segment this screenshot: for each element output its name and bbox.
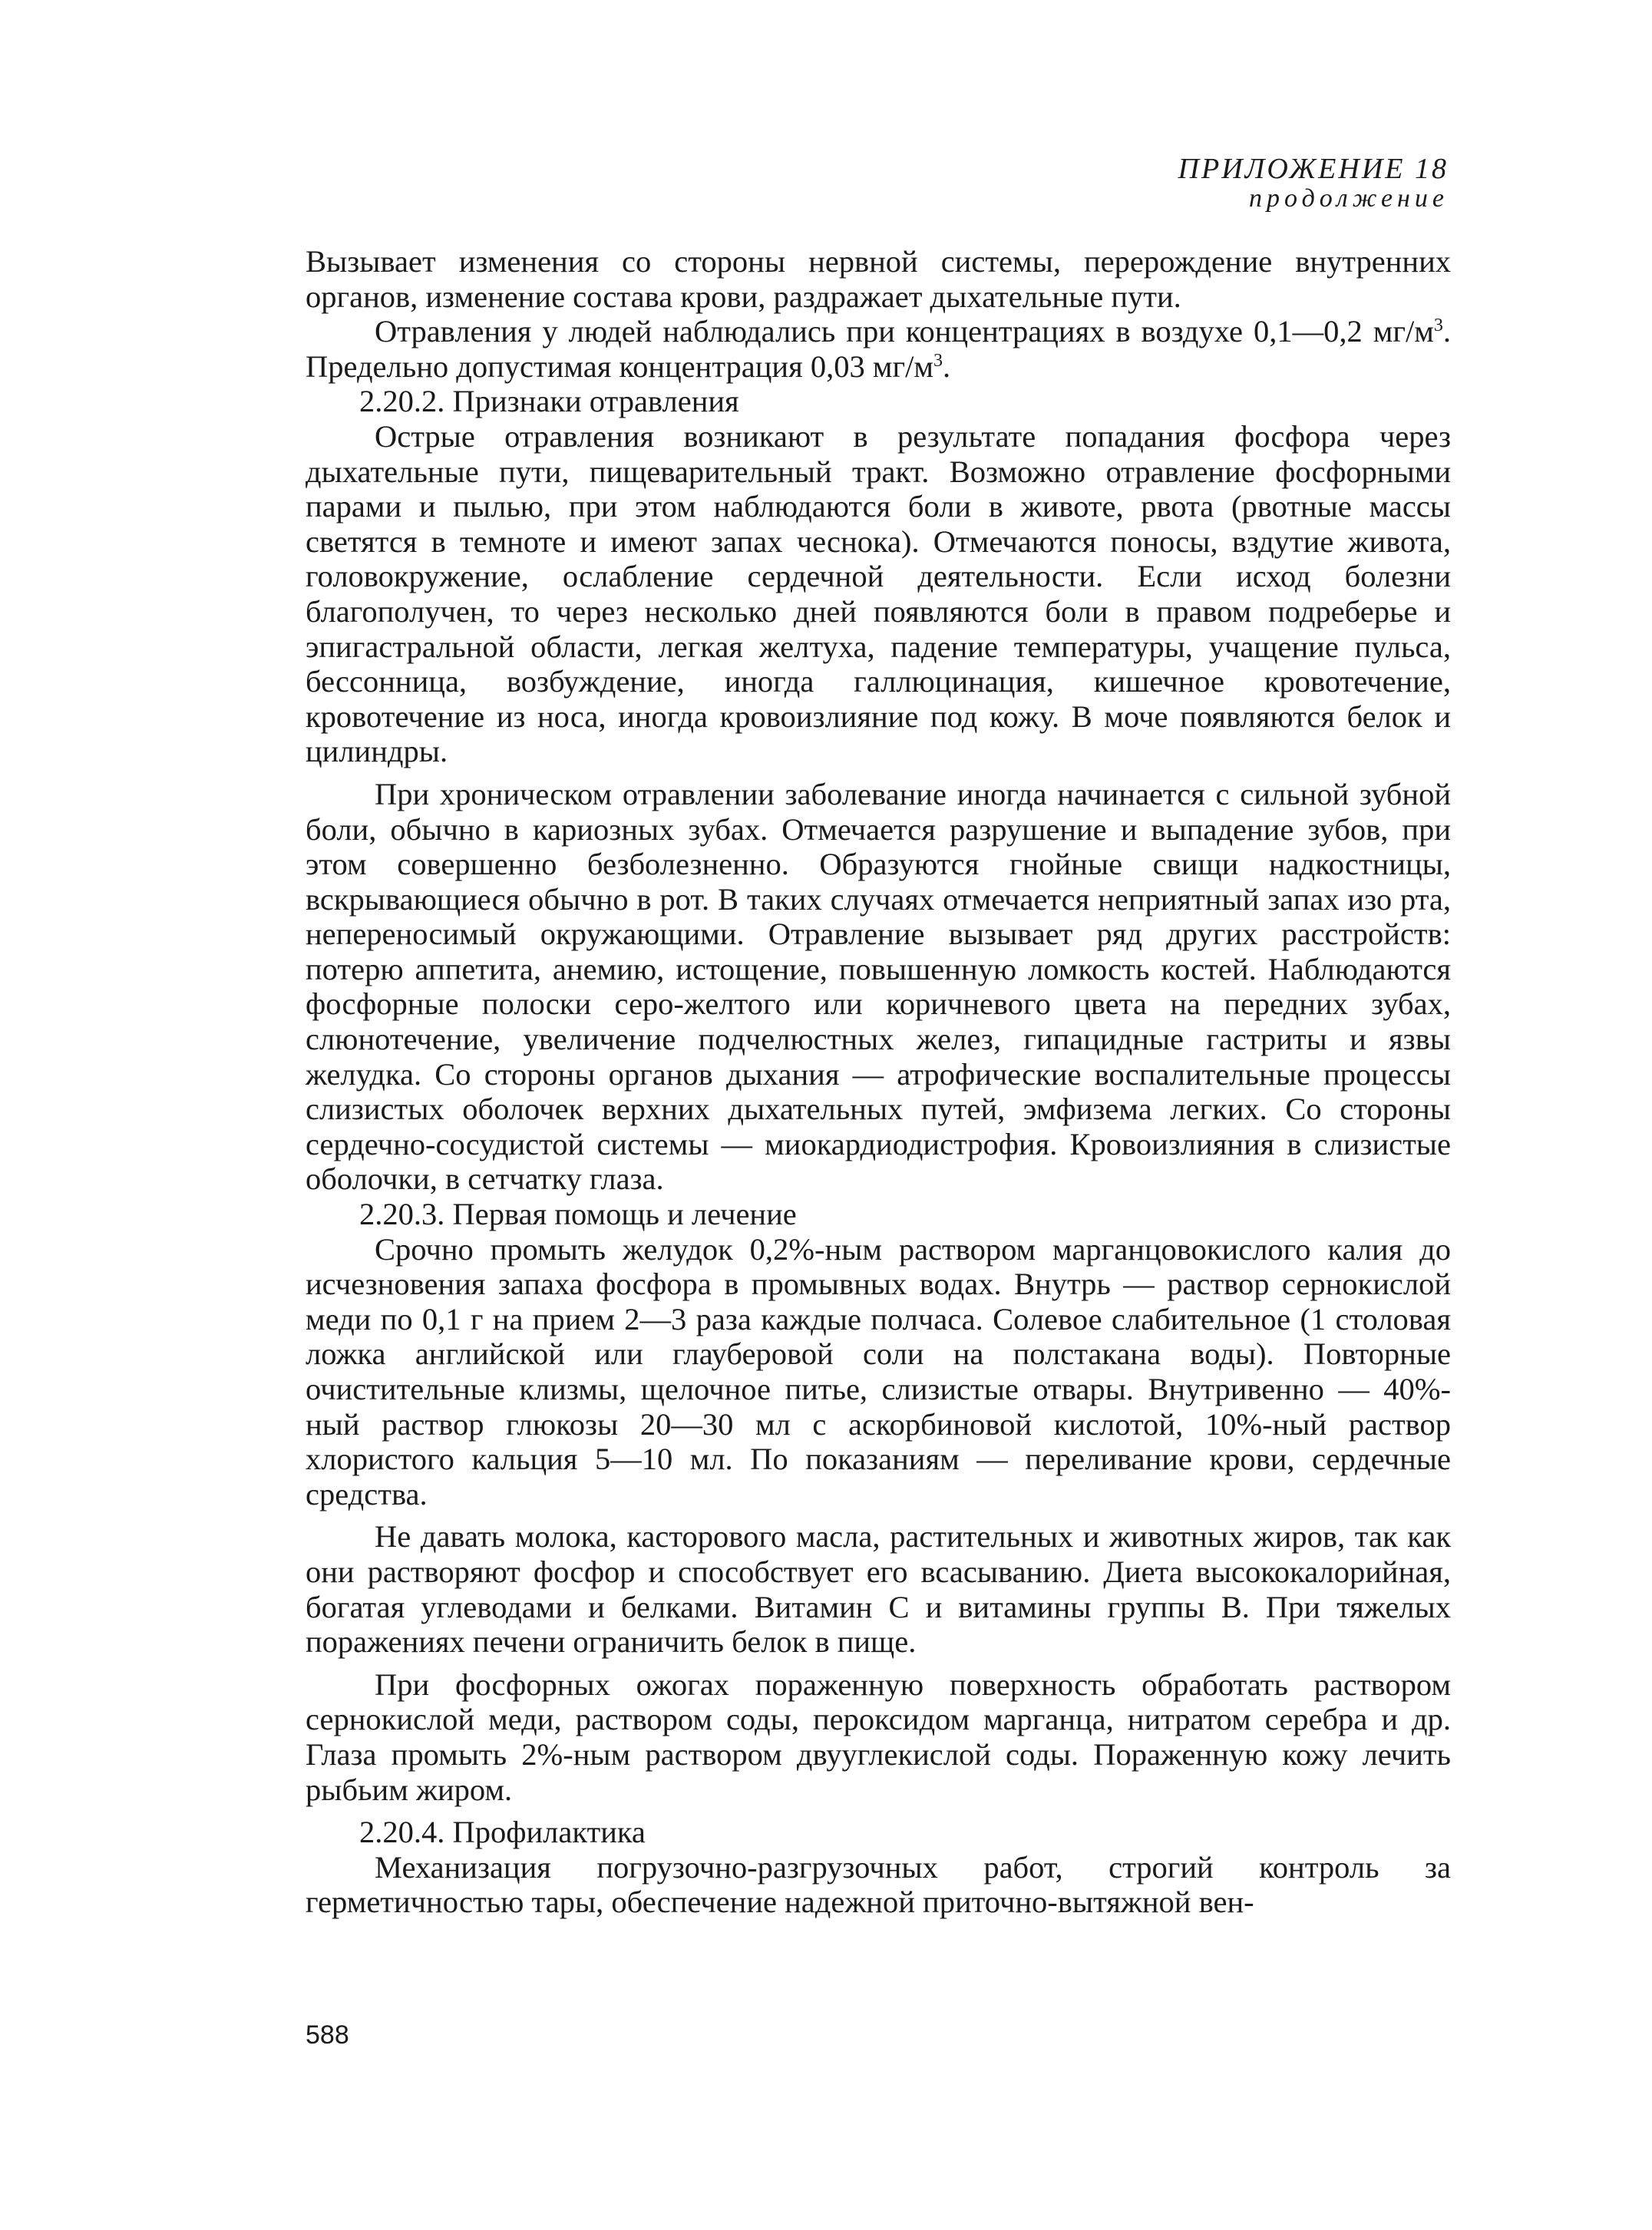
paragraph-effects: Вызывает изменения со стороны нервной системы, перерождение внутренних органов, изменение состава крови, раздражает дыхательные пути.	[306, 244, 1451, 314]
paragraph-prevention: Механизация погрузочно-разгрузочных работ, строгий контроль за герметичностью тары, обеспечение надежной приточно-вытяжной вен-	[306, 1849, 1451, 1920]
body-text	[306, 244, 1451, 1920]
superscript: 3	[1433, 316, 1443, 336]
page-header	[1178, 152, 1449, 213]
concentration-text: Отравления у людей наблюдались при концентрациях в воздухе 0,1—0,2 мг/м	[375, 314, 1434, 349]
superscript: 3	[933, 350, 943, 371]
paragraph-burns: При фосфорных ожогах пораженную поверхность обработать раствором сернокислой меди, раствором соды, пероксидом марганца, нитратом серебра и др. Глаза промыть 2%-ным раствором двууглекислой соды. Пораженную кожу лечить рыбьим жиром.	[306, 1667, 1451, 1807]
paragraph-concentration	[306, 314, 1451, 384]
paragraph-chronic: При хроническом отравлении заболевание иногда начинается с сильной зубной боли, обычно в кариозных зубах. Отмечается разрушение и выпадение зубов, при этом совершенно безболезненно. Образуются гнойные свищи надкостницы, вскрывающиеся обычно в рот. В таких случаях отмечается неприятный запах изо рта, непереносимый окружающими. Отравление вызывает ряд других расстройств: потерю аппетита, анемию, истощение, повышенную ломкость костей. Наблюдаются фосфорные полоски серо-желтого или коричневого цвета на передних зубах, слюнотечение, увеличение подчелюстных желез, гипацидные гастриты и язвы желудка. Со стороны органов дыхания — атрофические воспалительные процессы слизистых оболочек верхних дыхательных путей, эмфизема легких. Со стороны сердечно-сосудистой системы — миокардиодистрофия. Кровоизлияния в слизистые оболочки, в сетчатку глаза.	[306, 776, 1451, 1197]
paragraph-diet: Не давать молока, касторового масла, растительных и животных жиров, так как они растворяют фосфор и способствует его всасыванию. Диета высококалорийная, богатая углеводами и белками. Витамин С и витамины группы В. При тяжелых поражениях печени ограничить белок в пище.	[306, 1519, 1451, 1660]
section-heading-prevention: 2.20.4. Профилактика	[359, 1815, 646, 1850]
concentration-text-3: .	[942, 349, 951, 384]
appendix-title: ПРИЛОЖЕНИЕ 18	[1178, 153, 1449, 185]
concentration-text-2: . Предельно допустимая концентрация 0,03 мг/м	[306, 314, 1451, 384]
section-heading-first-aid: 2.20.3. Первая помощь и лечение	[359, 1197, 797, 1232]
continuation-label: продолжение	[1249, 184, 1449, 213]
section-heading-symptoms: 2.20.2. Признаки отравления	[359, 384, 739, 419]
paragraph-treatment: Срочно промыть желудок 0,2%-ным раствором марганцовокислого калия до исчезновения запаха фосфора в промывных водах. Внутрь — раствор сернокислой меди по 0,1 г на прием 2—3 раза каждые полчаса. Солевое слабительное (1 столовая ложка английской или глауберовой соли на полстакана воды). Повторные очистительные клизмы, щелочное питье, слизистые отвары. Внутривенно — 40%-ный раствор глюкозы 20—30 мл с аскорбиновой кислотой, 10%-ный раствор хлористого кальция 5—10 мл. По показаниям — переливание крови, сердечные средства.	[306, 1231, 1451, 1511]
page-number: 588	[306, 2020, 349, 2050]
paragraph-acute: Острые отравления возникают в результате попадания фосфора через дыхательные пути, пищеварительный тракт. Возможно отравление фосфорными парами и пылью, при этом наблюдаются боли в животе, рвота (рвотные массы светятся в темноте и имеют запах чеснока). Отмечаются поносы, вздутие живота, головокружение, ослабление сердечной деятельности. Если исход болезни благополучен, то через несколько дней появляются боли в правом подреберье и эпигастральной области, легкая желтуха, падение температуры, учащение пульса, бессонница, возбуждение, иногда галлюцинация, кишечное кровотечение, кровотечение из носа, иногда кровоизлияние под кожу. В моче появляются белок и цилиндры.	[306, 418, 1451, 769]
